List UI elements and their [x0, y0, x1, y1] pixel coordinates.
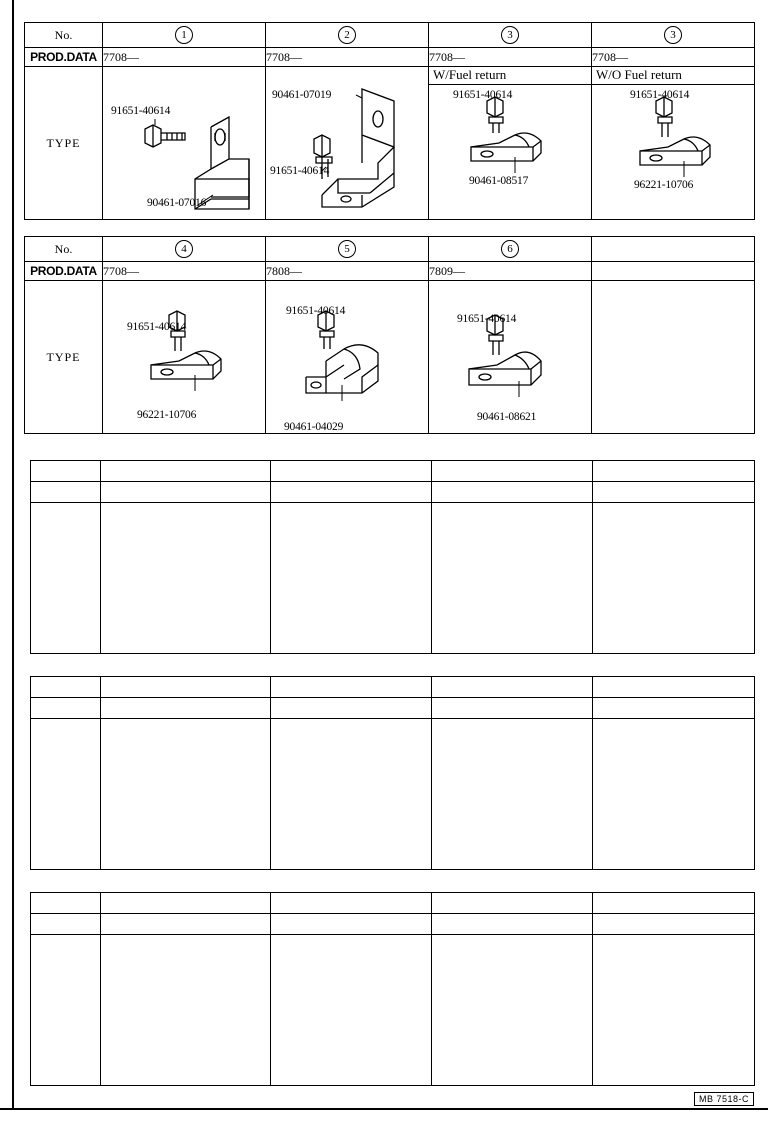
part-number-label: 90461-04029 [284, 421, 344, 433]
circled-number: 6 [501, 240, 519, 258]
prod-data-value [101, 698, 271, 719]
column-number-cell [266, 237, 429, 262]
row-label-type [31, 503, 101, 654]
row-label-prod-data: PROD.DATA [25, 48, 103, 67]
type-cell-empty [593, 503, 755, 654]
row-label-prod-data: PROD.DATA [25, 262, 103, 281]
prod-data-value [593, 482, 755, 503]
column-number-cell [429, 23, 592, 48]
prod-data-value [593, 698, 755, 719]
block-2-table [24, 236, 755, 434]
type-cell-6 [266, 281, 429, 434]
part-number-label: 90461-08621 [477, 411, 537, 423]
row-label-no: No. [25, 23, 103, 48]
prod-data-value [432, 482, 593, 503]
type-cell-empty [432, 935, 593, 1086]
prod-data-value [592, 262, 755, 281]
type-cell-3 [429, 67, 592, 220]
block-4-row-no [31, 677, 755, 698]
prod-data-value: 7708— [103, 48, 266, 67]
block-2-row-type [25, 281, 755, 434]
circled-number: 4 [175, 240, 193, 258]
part-number-label: 91651-40614 [111, 105, 171, 117]
document-footer-code: MB 7518-C [694, 1092, 754, 1106]
sub-note-label: W/Fuel return [429, 67, 591, 85]
column-number-cell [266, 23, 429, 48]
row-label-no [31, 677, 101, 698]
column-number-cell [593, 677, 755, 698]
type-cell-5 [103, 281, 266, 434]
column-number-cell [271, 677, 432, 698]
prod-data-value [432, 914, 593, 935]
bracket-clamp-illustration [266, 281, 429, 433]
prod-data-value [432, 698, 593, 719]
prod-data-value [101, 914, 271, 935]
bottom-margin-rule [0, 1108, 768, 1110]
prod-data-value [101, 482, 271, 503]
block-3-table [30, 460, 755, 654]
type-cell-empty [271, 503, 432, 654]
type-cell-8-empty [592, 281, 755, 434]
row-label-no: No. [25, 237, 103, 262]
circled-number: 3 [501, 26, 519, 44]
type-cell-empty [593, 935, 755, 1086]
part-number-label: 91651-40614 [457, 313, 517, 325]
column-number-cell [101, 461, 271, 482]
block-3-row-type [31, 503, 755, 654]
column-number-cell [593, 893, 755, 914]
column-number-cell [432, 677, 593, 698]
type-cell-empty [101, 503, 271, 654]
block-5-table [30, 892, 755, 1086]
column-number-cell [103, 23, 266, 48]
circled-number: 2 [338, 26, 356, 44]
part-number-label: 90461-08517 [469, 175, 529, 187]
column-number-cell [271, 461, 432, 482]
part-number-label: 96221-10706 [634, 179, 694, 191]
part-number-label: 91651-40614 [453, 89, 513, 101]
block-4-row-prod-data [31, 698, 755, 719]
clamp-assembly-illustration [429, 85, 592, 219]
part-number-label: 90461-07019 [272, 89, 332, 101]
type-cell-empty [271, 935, 432, 1086]
column-number-cell [592, 237, 755, 262]
type-cell-empty [593, 719, 755, 870]
prod-data-value: 7809— [429, 262, 592, 281]
prod-data-value: 7708— [103, 262, 266, 281]
block-3-row-prod-data [31, 482, 755, 503]
column-number-cell [103, 237, 266, 262]
circled-number: 3 [664, 26, 682, 44]
part-number-label: 91651-40614 [630, 89, 690, 101]
row-label-prod-data [31, 914, 101, 935]
type-cell-4 [592, 67, 755, 220]
type-cell-empty [271, 719, 432, 870]
prod-data-value [593, 914, 755, 935]
block-3-row-no [31, 461, 755, 482]
block-1-row-prod-data [25, 48, 755, 67]
row-label-type: TYPE [25, 67, 103, 220]
column-number-cell [101, 893, 271, 914]
row-label-no [31, 461, 101, 482]
type-cell-empty [432, 719, 593, 870]
prod-data-value: 7808— [266, 262, 429, 281]
sub-note-label: W/O Fuel return [592, 67, 754, 85]
prod-data-value: 7708— [266, 48, 429, 67]
part-number-label: 91651-40614 [127, 321, 187, 333]
type-cell-1 [103, 67, 266, 220]
circled-number: 1 [175, 26, 193, 44]
part-number-label: 90461-07016 [147, 197, 207, 209]
block-5-row-no [31, 893, 755, 914]
left-margin-rule [12, 0, 14, 1110]
part-number-label: 91651-40614 [270, 165, 330, 177]
row-label-type: TYPE [25, 281, 103, 434]
block-4-row-type [31, 719, 755, 870]
column-number-cell [432, 893, 593, 914]
block-1-table [24, 22, 755, 220]
prod-data-value [271, 914, 432, 935]
type-cell-empty [101, 719, 271, 870]
type-cell-2 [266, 67, 429, 220]
prod-data-value: 7708— [429, 48, 592, 67]
type-cell-empty [101, 935, 271, 1086]
column-number-cell [429, 237, 592, 262]
block-5-row-type [31, 935, 755, 1086]
row-label-no [31, 893, 101, 914]
block-5-row-prod-data [31, 914, 755, 935]
prod-data-value: 7708— [592, 48, 755, 67]
clamp-assembly-illustration [592, 85, 755, 219]
row-label-type [31, 935, 101, 1086]
block-2-row-prod-data [25, 262, 755, 281]
prod-data-value [271, 482, 432, 503]
block-1-row-type [25, 67, 755, 220]
type-cell-7 [429, 281, 592, 434]
row-label-prod-data [31, 482, 101, 503]
block-4-table [30, 676, 755, 870]
prod-data-value [271, 698, 432, 719]
column-number-cell [592, 23, 755, 48]
column-number-cell [432, 461, 593, 482]
block-2-row-no [25, 237, 755, 262]
column-number-cell [101, 677, 271, 698]
type-cell-empty [432, 503, 593, 654]
row-label-type [31, 719, 101, 870]
part-number-label: 91651-40614 [286, 305, 346, 317]
column-number-cell [271, 893, 432, 914]
block-1-row-no [25, 23, 755, 48]
column-number-cell [593, 461, 755, 482]
circled-number: 5 [338, 240, 356, 258]
part-number-label: 96221-10706 [137, 409, 197, 421]
row-label-prod-data [31, 698, 101, 719]
